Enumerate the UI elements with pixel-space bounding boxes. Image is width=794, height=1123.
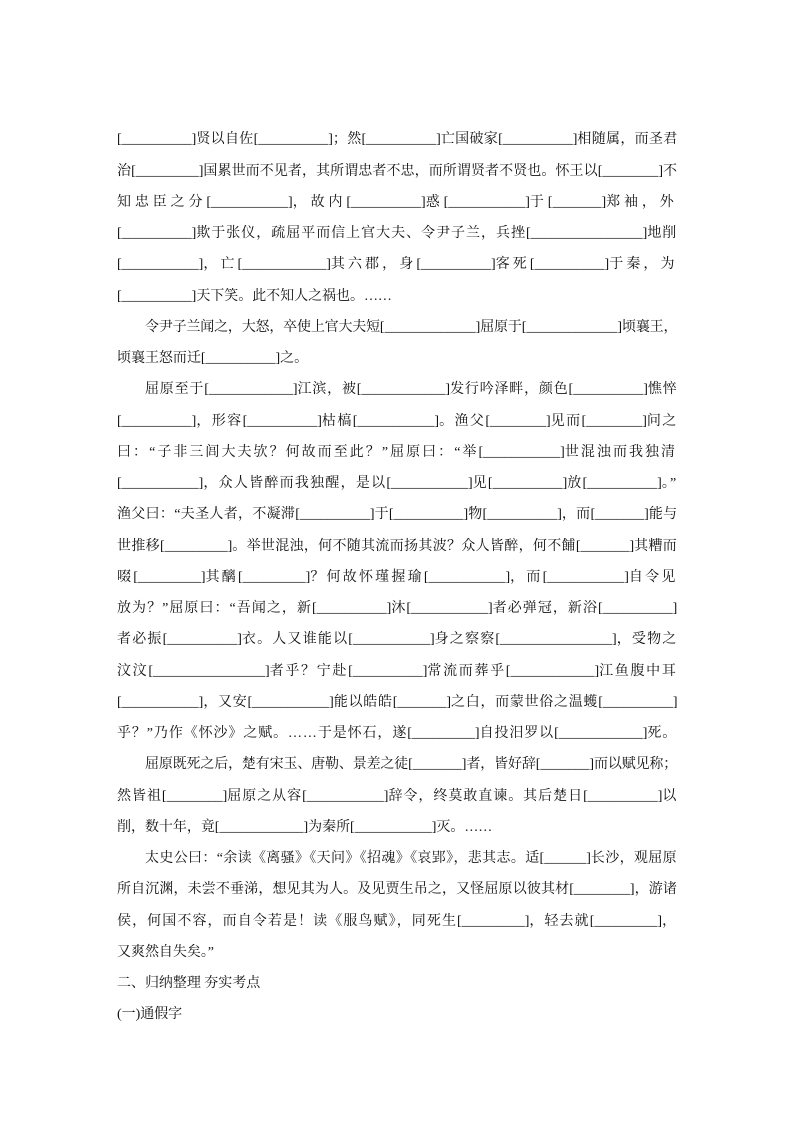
answer-blank: [___________] xyxy=(206,194,293,210)
line-text: 见而 xyxy=(550,413,582,429)
line-text: 而以赋见称； xyxy=(594,757,678,773)
text-line xyxy=(117,281,678,312)
answer-blank: [___________] xyxy=(117,476,204,492)
line-text: 顷襄王， xyxy=(622,319,678,335)
line-text: 于 xyxy=(374,507,389,523)
line-text: 之白，而蒙世俗之温蠖 xyxy=(451,694,599,710)
line-text: 天下笑。此不知人之祸也。…… xyxy=(196,288,392,304)
line-content xyxy=(117,914,677,929)
line-content xyxy=(117,882,677,897)
text-line xyxy=(145,749,678,780)
line-content xyxy=(117,289,392,304)
line-text: 长沙，观屈原 xyxy=(590,851,677,867)
answer-blank: [________] xyxy=(569,882,635,898)
line-text: 。举世混浊，何不随其流而扬其波？众人皆醉，何不餔 xyxy=(232,538,576,554)
line-text: 又爽然自失矣。” xyxy=(117,944,214,960)
answer-blank: [___________] xyxy=(352,413,440,429)
answer-blank: [___________] xyxy=(117,257,204,273)
line-text: 物 xyxy=(468,507,483,523)
answer-blank: [____________] xyxy=(356,382,451,398)
text-line xyxy=(117,406,678,437)
line-text: 治 xyxy=(117,163,132,179)
line-content xyxy=(145,757,677,772)
answer-blank: [__________] xyxy=(416,257,496,273)
line-content xyxy=(117,195,678,210)
line-text: 其醨 xyxy=(205,569,238,585)
line-text: 。渔父 xyxy=(439,413,486,429)
answer-blank: [________] xyxy=(597,163,664,179)
answer-blank: [__________] xyxy=(253,132,333,148)
line-content xyxy=(117,164,677,179)
line-text: ，亡 xyxy=(203,257,238,273)
line-text: 以 xyxy=(662,788,678,804)
line-text: 自投汨罗以 xyxy=(479,726,555,742)
text-line xyxy=(145,312,678,343)
line-content xyxy=(117,1007,182,1022)
answer-blank: [__________] xyxy=(529,257,610,273)
text-line xyxy=(117,187,678,218)
line-text: 衣。人又谁能以 xyxy=(241,632,349,648)
line-text: ？何故怀瑾握瑜 xyxy=(310,569,424,585)
text-line xyxy=(117,593,678,624)
answer-blank: [__________] xyxy=(487,476,568,492)
line-text: ；然 xyxy=(332,132,362,148)
answer-blank: [____________] xyxy=(204,382,298,398)
answer-blank: [___________] xyxy=(117,694,204,710)
line-text: 太史公曰：“余读《离骚》《天问》《招魂》《哀郢》，悲其志。适 xyxy=(145,851,540,867)
line-text: ，众人皆醉而我独醒，是以 xyxy=(203,476,387,492)
line-text: 不 xyxy=(663,163,678,179)
line-content xyxy=(117,820,492,835)
line-text: 。” xyxy=(661,476,678,492)
text-line xyxy=(117,937,678,968)
answer-blank: [___________] xyxy=(406,601,493,617)
line-text: 问之 xyxy=(646,413,678,429)
text-line xyxy=(117,812,678,843)
line-text: 郑袖，外 xyxy=(606,194,678,210)
line-text: 放 xyxy=(567,476,583,492)
answer-blank: [_________] xyxy=(159,538,233,554)
line-text: 曰：“子非三闾大夫欤？何故而至此？”屈原曰：“举 xyxy=(117,444,479,460)
line-text: 能以皓皓 xyxy=(333,694,393,710)
line-text: 削，数十年，竟 xyxy=(117,819,215,835)
text-line xyxy=(117,781,678,812)
text-line xyxy=(117,343,678,374)
text-line xyxy=(117,437,678,468)
paragraph-zilan xyxy=(117,312,678,375)
line-text: 客死 xyxy=(495,257,530,273)
answer-blank: [__________] xyxy=(388,507,469,523)
answer-blank: [__________] xyxy=(242,413,322,429)
line-text: 国累世而不见者，其所谓忠者不忠，而所谓贤者不贤也。怀王以 xyxy=(203,163,598,179)
text-line xyxy=(145,843,678,874)
answer-blank: [_________] xyxy=(407,726,480,742)
line-text: ，形容 xyxy=(196,413,243,429)
line-content xyxy=(117,476,678,491)
line-content xyxy=(117,351,308,366)
line-text: ，游诸 xyxy=(634,882,677,898)
line-text: ，而 xyxy=(510,569,543,585)
answer-blank: [__________] xyxy=(348,663,428,679)
line-text: 令尹子兰闻之，大怒，卒使上官大夫短 xyxy=(145,319,380,335)
line-text: 枯槁 xyxy=(321,413,353,429)
answer-blank: [_______] xyxy=(547,194,607,210)
line-text: 知忠臣之分 xyxy=(117,194,207,210)
line-text: 侯，何国不容，而自令若是！读《服鸟赋》，同死生 xyxy=(117,913,458,929)
answer-blank: [_________] xyxy=(131,163,204,179)
line-text: ，又安 xyxy=(203,694,248,710)
answer-blank: [________] xyxy=(581,413,647,429)
answer-blank: [___________] xyxy=(348,632,435,648)
answer-blank: [__________] xyxy=(295,507,375,523)
answer-blank: [____________] xyxy=(214,819,309,835)
line-content xyxy=(117,539,677,554)
text-line xyxy=(117,531,678,562)
answer-blank: [_________] xyxy=(589,913,663,929)
answer-blank: [__________] xyxy=(312,601,392,617)
answer-blank: [________________] xyxy=(525,226,648,242)
answer-blank: [___________] xyxy=(350,819,437,835)
answer-blank: [__________] xyxy=(117,413,197,429)
line-text: 见 xyxy=(472,476,488,492)
line-text: 发行吟泽畔，颜色 xyxy=(450,382,569,398)
answer-blank: [________] xyxy=(161,788,228,804)
line-text: 江鱼腹中耳 xyxy=(599,663,678,679)
line-text: 之。 xyxy=(280,351,309,367)
line-content xyxy=(117,789,677,804)
text-line xyxy=(117,468,678,499)
text-line xyxy=(117,124,678,155)
line-content xyxy=(145,851,677,866)
line-content xyxy=(117,976,260,991)
answer-blank: [___________] xyxy=(302,788,389,804)
line-text: 憔悴 xyxy=(647,382,678,398)
line-content xyxy=(145,382,677,397)
line-text: 身之察察 xyxy=(434,632,496,648)
answer-blank: [__________] xyxy=(117,288,197,304)
line-text: 屈原至于 xyxy=(145,382,205,398)
answer-blank: [___________] xyxy=(423,569,511,585)
line-content xyxy=(117,695,678,710)
line-text: 沐 xyxy=(391,601,407,617)
answer-blank: [_______] xyxy=(575,538,635,554)
answer-blank: [___________] xyxy=(386,476,473,492)
paragraph-songyu xyxy=(117,749,678,843)
answer-blank: [____________] xyxy=(554,726,648,742)
line-text: 然皆祖 xyxy=(117,788,162,804)
answer-blank: [__________] xyxy=(200,351,281,367)
answer-blank: [___________] xyxy=(542,569,629,585)
section-heading xyxy=(117,968,678,999)
line-content xyxy=(117,570,678,585)
line-text: 常流而葬乎 xyxy=(427,663,506,679)
answer-blank: [_______] xyxy=(408,757,467,773)
line-text: 者必弹冠，新浴 xyxy=(492,601,599,617)
answer-blank: [_____________] xyxy=(379,319,481,335)
text-line xyxy=(117,562,678,593)
answer-blank: [____________] xyxy=(237,257,331,273)
line-text: 地削 xyxy=(647,226,678,242)
document-page xyxy=(117,124,678,1030)
line-text: 相随属，而圣君 xyxy=(577,132,678,148)
answer-blank: [__________] xyxy=(583,788,663,804)
answer-blank: [________________] xyxy=(148,663,270,679)
line-content xyxy=(117,132,678,147)
text-line xyxy=(117,687,678,718)
line-text: 灭。…… xyxy=(436,819,493,835)
answer-blank: [___________] xyxy=(478,444,565,460)
line-text: 二、归纳整理 夯实考点 xyxy=(117,976,261,992)
answer-blank: [__________] xyxy=(482,507,562,523)
paragraph-yufu xyxy=(117,374,678,749)
line-text: 者必振 xyxy=(117,632,163,648)
line-content xyxy=(117,414,678,429)
answer-blank: [_________] xyxy=(133,569,206,585)
line-content xyxy=(117,601,677,616)
line-text: 啜 xyxy=(117,569,134,585)
line-text: 于秦，为 xyxy=(609,257,678,273)
answer-blank: [__________] xyxy=(346,194,426,210)
line-text: ，而 xyxy=(561,507,591,523)
line-text: 乎？”乃作《怀沙》之赋。……于是怀石，遂 xyxy=(117,726,408,742)
answer-blank: [_________] xyxy=(457,913,530,929)
paragraph-taishigong xyxy=(117,843,678,968)
answer-blank: [___________] xyxy=(247,694,334,710)
answer-blank: [__________] xyxy=(117,132,197,148)
answer-blank: [__________] xyxy=(598,601,678,617)
answer-blank: [__________] xyxy=(568,382,648,398)
answer-blank: [_______] xyxy=(392,694,452,710)
line-text: 世推移 xyxy=(117,538,160,554)
answer-blank: [________________] xyxy=(495,632,617,648)
line-content xyxy=(145,320,677,335)
text-line xyxy=(117,499,678,530)
answer-blank: [______] xyxy=(539,851,591,867)
line-text: 屈原于 xyxy=(480,319,522,335)
line-text: 者，皆好辞 xyxy=(466,757,536,773)
text-line xyxy=(117,718,678,749)
answer-blank: [__________] xyxy=(582,476,662,492)
line-text: 能与 xyxy=(648,507,678,523)
answer-blank: [__________] xyxy=(598,694,678,710)
line-content xyxy=(117,257,678,272)
line-text: 其六郡，身 xyxy=(330,257,417,273)
answer-blank: [__________] xyxy=(361,132,441,148)
paragraph-huaiwang xyxy=(117,124,678,312)
line-text: 汶汶 xyxy=(117,663,149,679)
line-text: 死。 xyxy=(647,726,678,742)
answer-blank: [___________] xyxy=(443,194,530,210)
line-text: 放为？”屈原曰：“吾闻之，新 xyxy=(117,601,313,617)
line-content xyxy=(117,726,677,741)
line-text: 世混浊而我独清 xyxy=(564,444,678,460)
line-text: 屈原既死之后，楚有宋玉、唐勒、景差之徒 xyxy=(145,757,409,773)
line-text: 江滨，被 xyxy=(297,382,357,398)
line-text: 欺于张仪，疏屈平而信上官大夫、令尹子兰，兵挫 xyxy=(196,226,526,242)
line-text: ，受物之 xyxy=(616,632,678,648)
line-text: 屈原之从容 xyxy=(227,788,303,804)
line-text: ，轻去就 xyxy=(529,913,590,929)
line-text: 渔父曰：“夫圣人者，不凝滞 xyxy=(117,507,296,523)
line-text: 亡国破家 xyxy=(440,132,499,148)
text-line xyxy=(117,218,678,249)
line-content xyxy=(117,945,214,960)
text-line xyxy=(117,874,678,905)
line-text: 者乎？宁赴 xyxy=(269,663,349,679)
text-line xyxy=(117,249,678,280)
answer-blank: [_______] xyxy=(535,757,595,773)
line-content xyxy=(117,664,678,679)
line-text: 其糟而 xyxy=(634,538,678,554)
answer-blank: [_________] xyxy=(237,569,311,585)
line-text: 所自沉渊，未尝不垂涕，想见其为人。及见贾生吊之，又怪屈原以彼其材 xyxy=(117,882,570,898)
line-content xyxy=(117,507,677,522)
line-text: 于 xyxy=(529,194,548,210)
line-text: 辞令，终莫敢直谏。其后楚日 xyxy=(388,788,584,804)
answer-blank: [_______] xyxy=(590,507,649,523)
text-line xyxy=(145,374,678,405)
line-text: 惑 xyxy=(425,194,444,210)
answer-blank: [_____________] xyxy=(521,319,623,335)
answer-blank: [__________] xyxy=(162,632,242,648)
text-line xyxy=(117,656,678,687)
line-text: 为秦所 xyxy=(308,819,351,835)
line-text: ，故内 xyxy=(292,194,347,210)
line-text: ， xyxy=(662,913,678,929)
subsection-heading xyxy=(117,999,678,1030)
text-line xyxy=(117,624,678,655)
line-text: 自令见 xyxy=(628,569,678,585)
line-content xyxy=(117,445,677,460)
text-line xyxy=(117,156,678,187)
line-content xyxy=(117,632,678,647)
line-text: (一)通假字 xyxy=(117,1007,183,1023)
text-line xyxy=(117,906,678,937)
line-content xyxy=(117,226,677,241)
answer-blank: [____________] xyxy=(505,663,600,679)
answer-blank: [__________] xyxy=(117,226,197,242)
answer-blank: [________] xyxy=(485,413,551,429)
answer-blank: [__________] xyxy=(498,132,578,148)
line-text: 顷襄王怒而迁 xyxy=(117,351,201,367)
line-text: 贤以自佐 xyxy=(196,132,254,148)
